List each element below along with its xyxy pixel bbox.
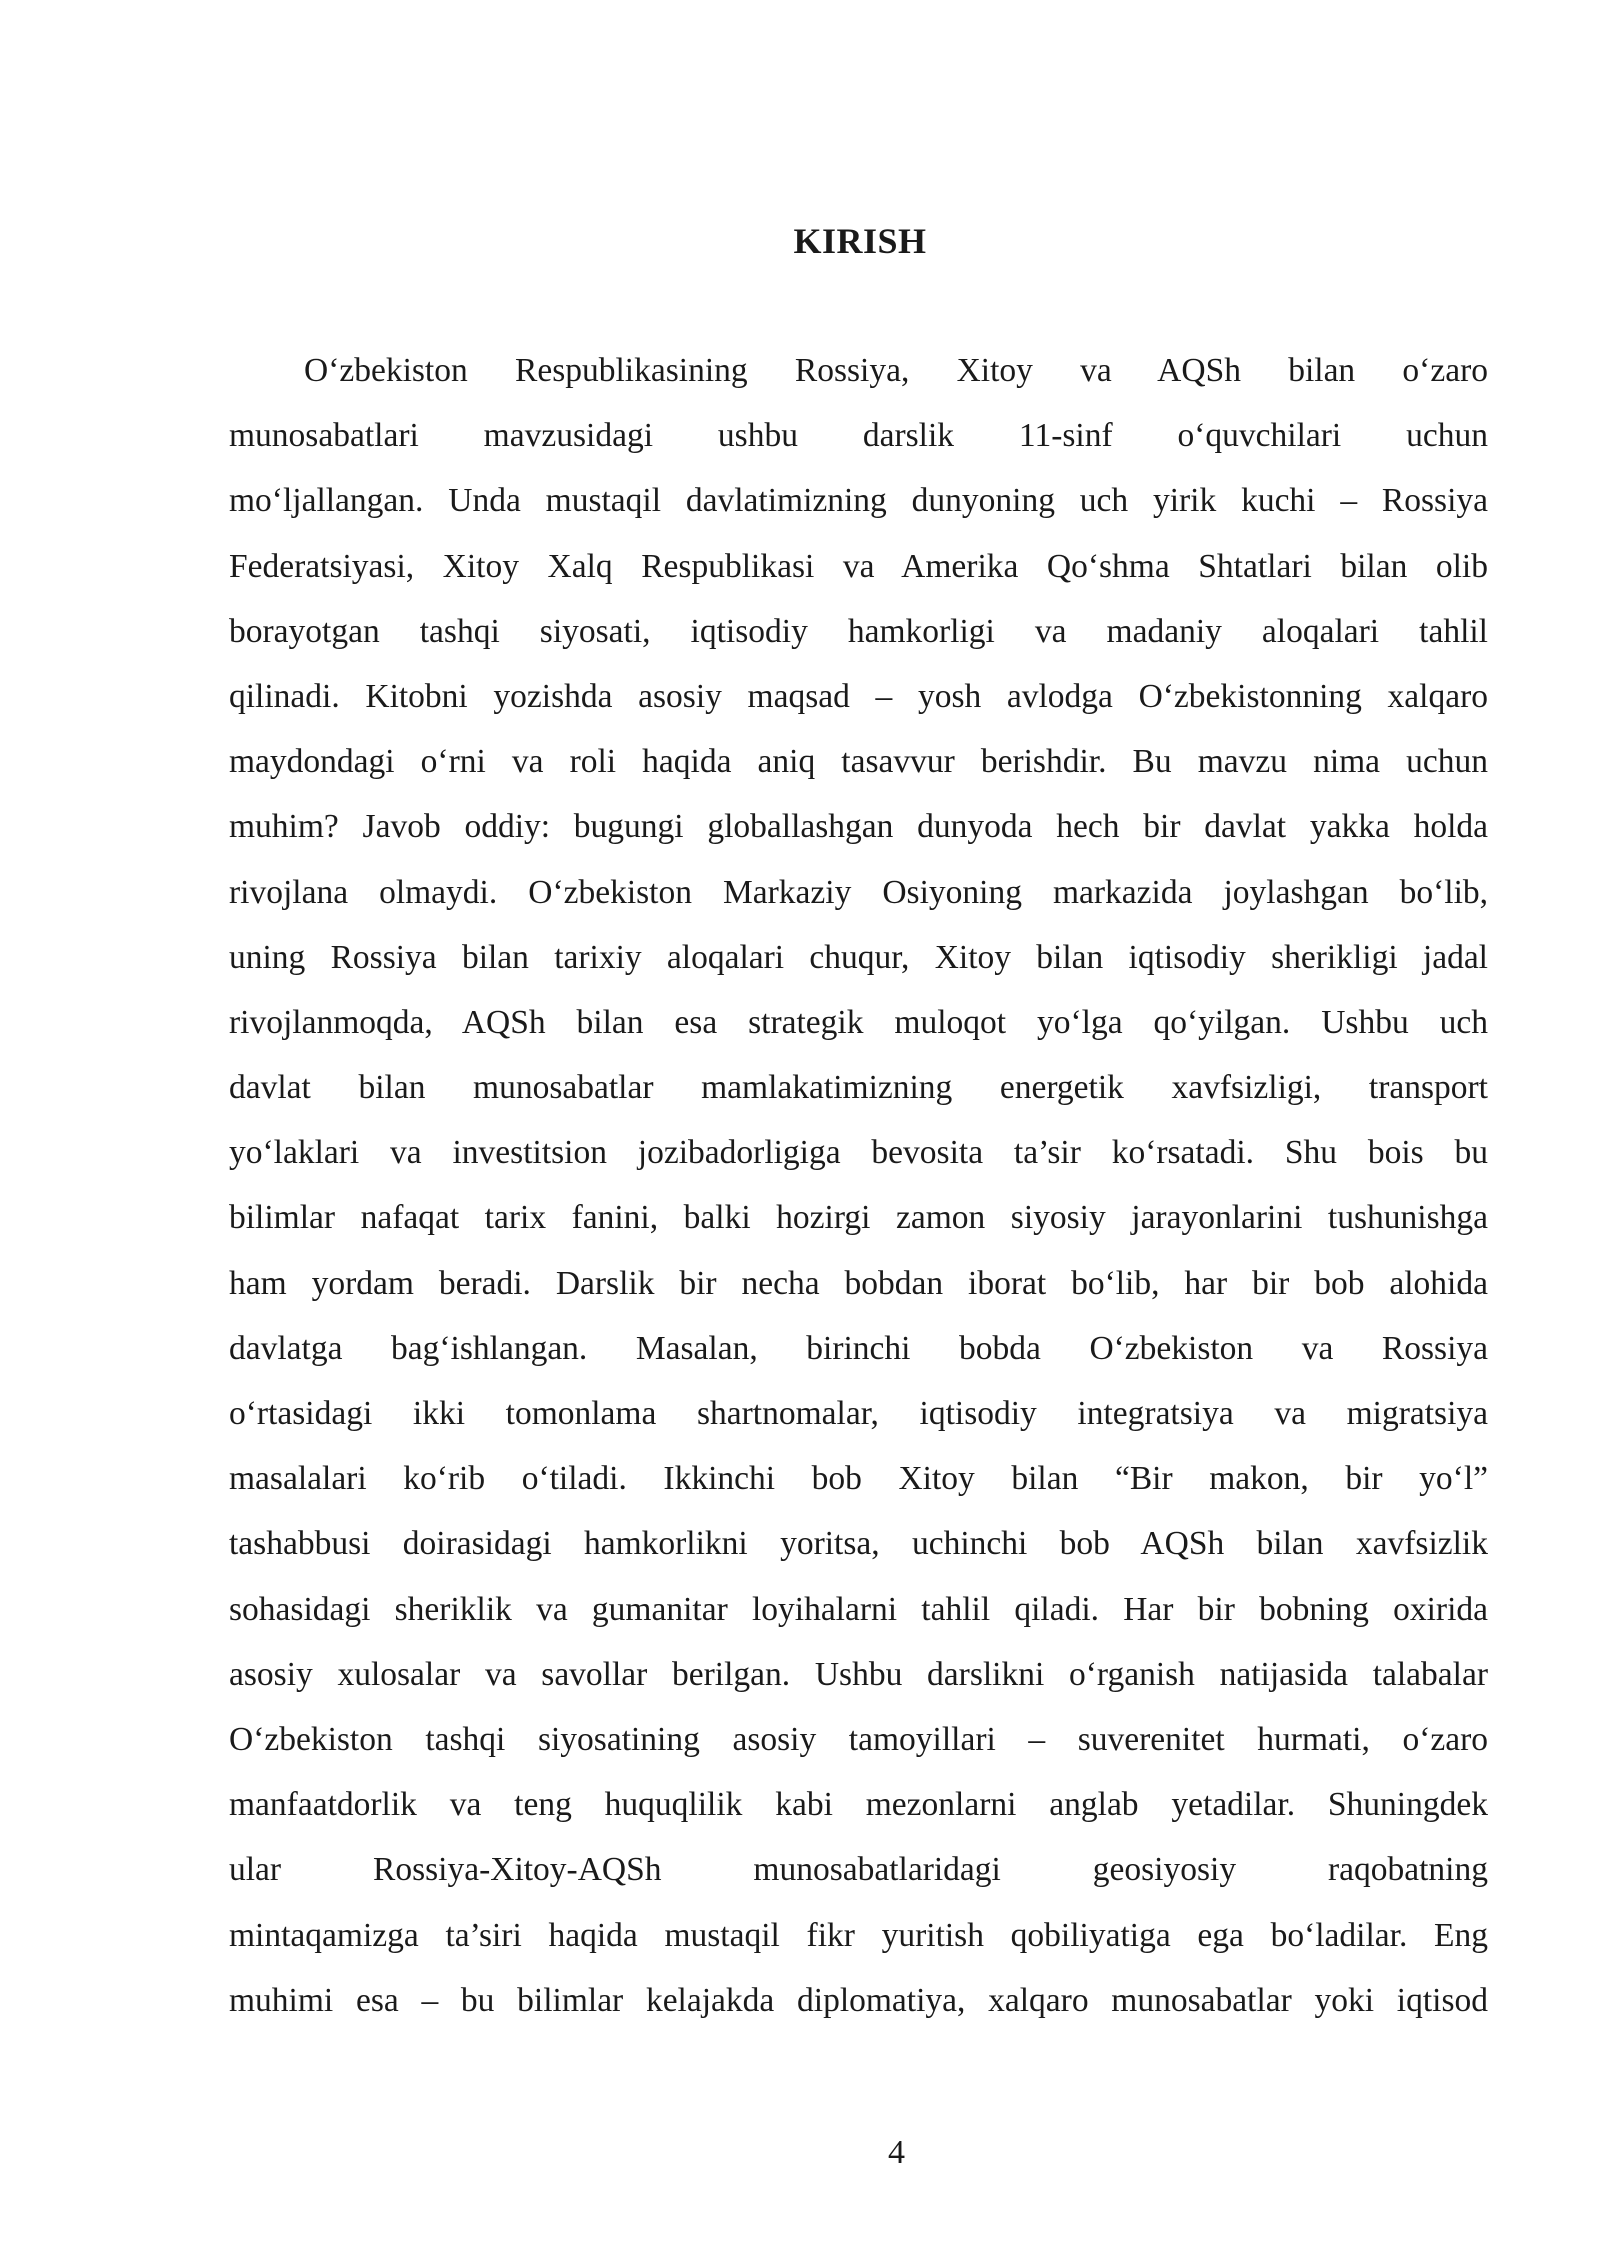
paragraph-line: davlat bilan munosabatlar mamlakatimizning energetik xavfsizligi, transport	[229, 1069, 1488, 1107]
paragraph-line: davlatga bag‘ishlangan. Masalan, birinchi bobda O‘zbekiston va Rossiya	[229, 1329, 1488, 1367]
paragraph-line: munosabatlari mavzusidagi ushbu darslik 11-sinf o‘quvchilari uchun	[229, 417, 1488, 455]
paragraph-line: manfaatdorlik va teng huquqlilik kabi mezonlarni anglab yetadilar. Shuningdek	[229, 1786, 1488, 1824]
section-heading: KIRISH	[793, 221, 927, 261]
paragraph-line: ham yordam beradi. Darslik bir necha bobdan iborat bo‘lib, har bir bob alohida	[229, 1264, 1488, 1302]
paragraph-line: O‘zbekiston tashqi siyosatining asosiy tamoyillari – suverenitet hurmati, o‘zaro	[229, 1720, 1488, 1758]
paragraph-line: rivojlana olmaydi. O‘zbekiston Markaziy Osiyoning markazida joylashgan bo‘lib,	[229, 873, 1488, 911]
paragraph-line: asosiy xulosalar va savollar berilgan. Ushbu darslikni o‘rganish natijasida talabalar	[229, 1655, 1488, 1693]
paragraph-line: qilinadi. Kitobni yozishda asosiy maqsad – yosh avlodga O‘zbekistonning xalqaro	[229, 677, 1488, 715]
paragraph-line: muhim? Javob oddiy: bugungi globallashgan dunyoda hech bir davlat yakka holda	[229, 808, 1488, 846]
paragraph-line: rivojlanmoqda, AQSh bilan esa strategik muloqot yo‘lga qo‘yilgan. Ushbu uch	[229, 1003, 1488, 1041]
paragraph-line: O‘zbekiston Respublikasining Rossiya, Xitoy va AQSh bilan o‘zaro	[304, 352, 1488, 389]
paragraph-line: ular Rossiya-Xitoy-AQSh munosabatlaridagi geosiyosiy raqobatning	[229, 1851, 1488, 1889]
paragraph-line: muhimi esa – bu bilimlar kelajakda diplomatiya, xalqaro munosabatlar yoki iqtisod	[229, 1981, 1488, 2019]
paragraph-line: sohasidagi sheriklik va gumanitar loyihalarni tahlil qiladi. Har bir bobning oxirida	[229, 1590, 1488, 1628]
paragraph-line: bilimlar nafaqat tarix fanini, balki hozirgi zamon siyosiy jarayonlarini tushunishga	[229, 1199, 1488, 1237]
paragraph-line: tashabbusi doirasidagi hamkorlikni yoritsa, uchinchi bob AQSh bilan xavfsizlik	[229, 1525, 1488, 1563]
paragraph-line: masalalari ko‘rib o‘tiladi. Ikkinchi bob Xitoy bilan “Bir makon, bir yo‘l”	[229, 1460, 1488, 1498]
paragraph-line: uning Rossiya bilan tarixiy aloqalari chuqur, Xitoy bilan iqtisodiy sherikligi jadal	[229, 938, 1488, 976]
paragraph-line: mo‘ljallangan. Unda mustaqil davlatimizning dunyoning uch yirik kuchi – Rossiya	[229, 482, 1488, 520]
paragraph-line: maydondagi o‘rni va roli haqida aniq tasavvur berishdir. Bu mavzu nima uchun	[229, 743, 1488, 781]
page-number: 4	[888, 2134, 905, 2171]
paragraph-line: yo‘laklari va investitsion jozibadorligiga bevosita ta’sir ko‘rsatadi. Shu bois bu	[229, 1134, 1488, 1172]
paragraph-line: borayotgan tashqi siyosati, iqtisodiy hamkorligi va madaniy aloqalari tahlil	[229, 612, 1488, 650]
body-paragraph	[229, 338, 1488, 2033]
paragraph-line: Federatsiyasi, Xitoy Xalq Respublikasi va Amerika Qo‘shma Shtatlari bilan olib	[229, 547, 1488, 585]
paragraph-line: o‘rtasidagi ikki tomonlama shartnomalar, iqtisodiy integratsiya va migratsiya	[229, 1395, 1488, 1432]
paragraph-line: mintaqamizga ta’siri haqida mustaqil fikr yuritish qobiliyatiga ega bo‘ladilar. Eng	[229, 1916, 1488, 1954]
